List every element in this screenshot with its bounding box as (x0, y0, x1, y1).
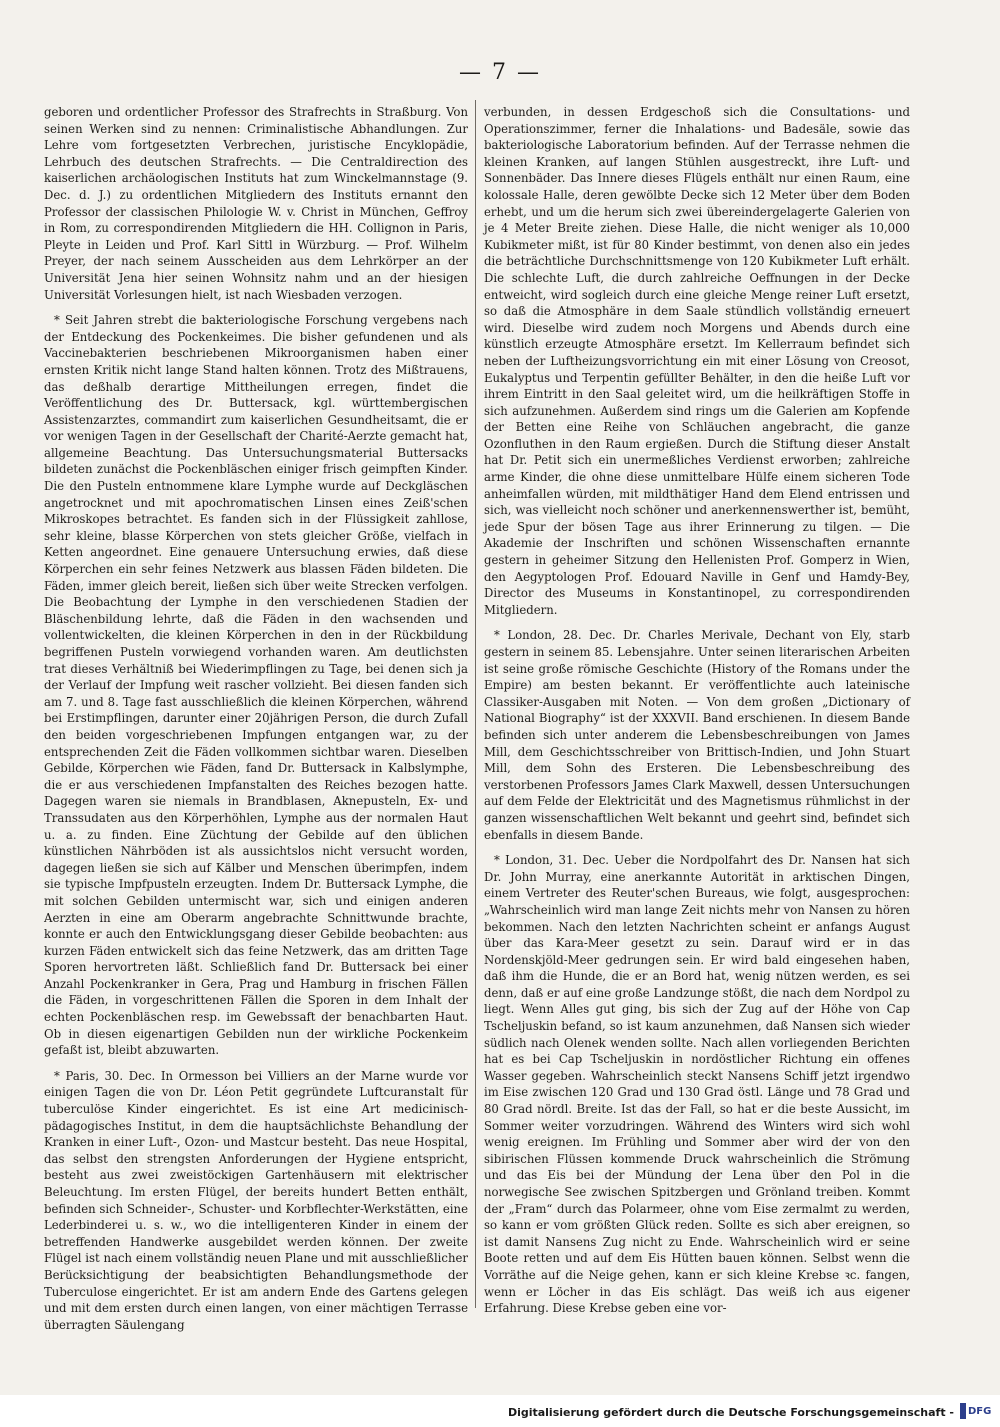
article-paragraph: * London, 28. Dec. Dr. Charles Merivale, Dechant von Ely, starb gestern in seinem 85. Lebensjahre. Unter seinen literarischen Arbeiten ist seine große römische Geschichte (History of the Romans under the Empire) am besten bekannt. Er veröffentlichte auch lateinische Classiker-Ausgaben mit Noten. — Von dem großen „Dictionary of National Biography“ ist der XXXVII. Band erschienen. In diesem Bande befinden sich unter anderem die Lebensbeschreibungen von James Mill, dem Geschichtsschreiber von Brittisch-Indien, und John Stuart Mill, dem Sohn des Ersteren. Die Lebensbeschreibung des verstorbenen Professors James Clark Maxwell, dessen Untersuchungen auf dem Felde der Elektricität und des Magnetismus rühmlichst in der ganzen wissenschaftlichen Welt bekannt und geehrt sind, befindet sich ebenfalls in diesem Bande. (484, 628, 910, 842)
article-paragraph: verbunden, in dessen Erdgeschoß sich die Consultations- und Operationszimmer, ferner die Inhalations- und Badesäle, sowie das bakteriologische Laboratorium befinden. Auf der Terrasse nehmen die kleinen Kranken, auf langen Stühlen ausgestreckt, ihre Luft- und Sonnenbäder. Das Innere dieses Flügels enthält nur einen Raum, eine kolossale Halle, deren gewölbte Decke sich 12 Meter über dem Boden erhebt, und um die herum sich zwei übereindergelagerte Galerien von je 4 Meter Breite ziehen. Diese Halle, die nicht weniger als 10,000 Kubikmeter mißt, ist für 80 Kinder bestimmt, von denen also ein jedes die beträchtliche Durchschnittsmenge von 120 Kubikmeter Luft erhält. Die schlechte Luft, die durch zahlreiche Oeffnungen in der Decke entweicht, wird sogleich durch eine gleiche Menge reiner Luft ersetzt, so daß die Atmosphäre in dem Saale stündlich vollständig erneuert wird. Dieselbe wird zudem noch Morgens und Abends durch eine künstlich erzeugte Atmosphäre ersetzt. Im Kellerraum befindet sich neben der Luftheizungsvorrichtung ein mit einer Lösung von Creosot, Eukalyptus und Terpentin gefüllter Behälter, in den die heiße Luft vor ihrem Eintritt in den Saal geleitet wird, um die heilkräftigen Stoffe in sich aufzunehmen. Außerdem sind rings um die Galerien am Kopfende der Betten eine Reihe von Schläuchen angebracht, die ganze Ozonfluthen in den Raum ergießen. Durch die Stiftung dieser Anstalt hat Dr. Petit sich ein unermeßliches Verdienst erworben; zahlreiche arme Kinder, die ohne diese unmittelbare Hülfe einem sicheren Tode anheimfallen würden, mit mildthätiger Hand dem Elend entrissen und sich, was vielleicht noch schöner und anerkennenswerther ist, bemüht, jede Spur der bösen Tage aus ihrer Erinnerung zu tilgen. — Die Akademie der Inschriften und schönen Wissenschaften ernannte gestern in geheimer Sitzung den Hellenisten Prof. Gomperz in Wien, den Aegyptologen Prof. Edouard Naville in Genf und Hamdy-Bey, Director des Museums in Konstantinopel, zu correspondirenden Mitgliedern. (484, 105, 910, 617)
dfg-logo (960, 1402, 994, 1420)
digitization-credit: Digitalisierung gefördert durch die Deutsche Forschungsgemeinschaft - (507, 1406, 954, 1419)
left-column (44, 104, 468, 1342)
right-column (484, 104, 910, 1326)
article-paragraph: * London, 31. Dec. Ueber die Nordpolfahrt des Dr. Nansen hat sich Dr. John Murray, eine anerkannte Autorität in arktischen Dingen, einem Vertreter des Reuter'schen Bureaus, wie folgt, ausgesprochen: „Wahrscheinlich wird man lange Zeit nichts mehr von Nansen zu hören bekommen. Nach den letzten Nachrichten scheint er anfangs August über das Kara-Meer gesetzt zu sein. Darauf wird er in das Nordenskjöld-Meer gedrungen sein. Er wird bald eingesehen haben, daß ihm die Hunde, die er an Bord hat, wenig nützen werden, es sei denn, daß er auf eine große Landzunge stößt, die nach dem Nordpol zu liegt. Wenn Alles gut ging, bis sich der Zug auf der Höhe von Cap Tscheljuskin befand, so ist kaum anzunehmen, daß Nansen sich wieder südlich nach Olenek wenden sollte. Nach allen vorliegenden Berichten hat es bei Cap Tscheljuskin in nordöstlicher Richtung ein offenes Wasser gegeben. Wahrscheinlich steckt Nansens Schiff jetzt irgendwo im Eise zwischen 120 Grad und 130 Grad östl. Länge und 78 Grad und 80 Grad nördl. Breite. Ist das der Fall, so hat er die beste Aussicht, im Sommer weiter vorzudringen. Während des Winters wird sich wohl wenig ereignen. Im Frühling und Sommer aber wird der von den sibirischen Flüssen kommende Druck wahrscheinlich die Strömung und das Eis bei der Mündung der Lena über den Pol in die norwegische See zwischen Spitzbergen und Grönland treiben. Kommt der „Fram“ durch das Polarmeer, ohne vom Eise zermalmt zu werden, so kann er vom größten Glück reden. Sollte es sich aber ereignen, so ist damit Nansens Zug nicht zu Ende. Wahrscheinlich wird er seine Boote retten und auf dem Eis Hütten bauen können. Selbst wenn die Vorräthe auf die Neige gehen, kann er sich kleine Krebse ꝛc. fangen, wenn er Löcher in das Eis schlägt. Das weiß ich aus eigener Erfahrung. Diese Krebse geben eine vor- (484, 853, 910, 1316)
dfg-logo-text: DFG (968, 1405, 992, 1417)
article-paragraph: * Seit Jahren strebt die bakteriologische Forschung vergebens nach der Entdeckung des Pockenkeimes. Die bisher gefundenen und als Vaccinebakterien beschriebenen Mikroorganismen haben einer ernsten Kritik nicht lange Stand halten können. Trotz des Mißtrauens, das deßhalb derartige Mittheilungen erregen, findet die Veröffentlichung des Dr. Buttersack, kgl. württembergischen Assistenzarztes, commandirt zum kaiserlichen Gesundheitsamt, die er vor wenigen Tagen in der Gesellschaft der Charité-Aerzte gemacht hat, allgemeine Beachtung. Das Untersuchungsmaterial Buttersacks bildeten zunächst die Pockenbläschen einiger frisch geimpften Kinder. Die den Pusteln entnommene klare Lymphe wurde auf Deckgläschen angetrocknet und mit apochromatischen Linsen eines Zeiß'schen Mikroskopes betrachtet. Es fanden sich in der Flüssigkeit zahllose, sehr kleine, blasse Körperchen von stets gleicher Größe, vielfach in Ketten angeordnet. Eine genauere Untersuchung erwies, daß diese Körperchen ein sehr feines Netzwerk aus blassen Fäden bildeten. Die Fäden, immer gleich bereit, ließen sich über weite Strecken verfolgen. Die Beobachtung der Lymphe in den verschiedenen Stadien der Bläschenbildung lehrte, daß die Fäden in den wachsenden und vollentwickelten, die kleinen Körperchen in den in der Rückbildung begriffenen Pusteln vorwiegend vorhanden waren. Am deutlichsten trat dieses Verhältniß bei Wiederimpflingen zu Tage, bei denen sich ja der Verlauf der Impfung weit rascher vollzieht. Bei diesen fanden sich am 7. und 8. Tage fast ausschließlich die kleinen Körperchen, während bei Erstimpflingen, darunter einer 20jährigen Person, die durch Zufall den beiden vorgeschriebenen Impfungen entgangen war, zu der entsprechenden Zeit die Fäden vollkommen sichtbar waren. Dieselben Gebilde, Körperchen wie Fäden, fand Dr. Buttersack in Kalbslymphe, die er aus verschiedenen Impfanstalten des Reiches bezogen hatte. Dagegen waren sie niemals in Brandblasen, Aknepusteln, Ex- und Transsudaten aus den Körperhöhlen, Lymphe aus der normalen Haut u. a. zu finden. Eine Züchtung der Gebilde auf den üblichen künstlichen Nährböden ist als aussichtslos nicht versucht worden, dagegen ließen sie sich auf Kälber und Menschen überimpfen, indem sie typische Impfpusteln erzeugten. Indem Dr. Buttersack Lymphe, die mit solchen Gebilden untermischt war, sich und einigen anderen Aerzten in eine am Oberarm angebrachte Schnittwunde brachte, konnte er auch den Entwicklungsgang dieser Gebilde beobachten: aus kurzen Fäden entwickelt sich das feine Netzwerk, das am dritten Tage Sporen hervortreten läßt. Schließlich fand Dr. Buttersack bei einer Anzahl Pockenkranker in Gera, Prag und Hamburg in frischen Fällen die Fäden, in vorgeschrittenen Fällen die Sporen in dem Inhalt der echten Pockenbläschen resp. im Gewebssaft der benachbarten Haut. Ob in diesen eigenartigen Gebilden nun der wirkliche Pockenkeim gefaßt ist, bleibt abzuwarten. (44, 313, 468, 1058)
page-number: — 7 — (459, 60, 541, 85)
column-divider (475, 100, 476, 1308)
article-paragraph: * Paris, 30. Dec. In Ormesson bei Villiers an der Marne wurde vor einigen Tagen die von Dr. Léon Petit gegründete Luftcuranstalt für tuberculöse Kinder eingerichtet. Es ist eine Art medicinisch-pädagogisches Institut, in dem die hauptsächlichste Behandlung der Kranken in einer Luft-, Ozon- und Mastcur besteht. Das neue Hospital, das selbst den strengsten Anforderungen der Hygiene entspricht, besteht aus zwei zweistöckigen Gartenhäusern mit elektrischer Beleuchtung. Im ersten Flügel, der bereits hundert Betten enthält, befinden sich Schneider-, Schuster- und Korbflechter-Werkstätten, eine Lederbinderei u. s. w., wo die intelligenteren Kinder in einem der betreffenden Handwerke ausgebildet werden können. Der zweite Flügel ist nach einem vollständig neuen Plane und mit ausschließlicher Berücksichtigung der beabsichtigten Behandlungsmethode der Tuberculose eingerichtet. Er ist am andern Ende des Gartens gelegen und mit dem ersten durch einen langen, von einer mächtigen Terrasse überragten Säulengang (44, 1068, 468, 1332)
article-paragraph: geboren und ordentlicher Professor des Strafrechts in Straßburg. Von seinen Werken sind zu nennen: Criminalistische Abhandlungen. Zur Lehre vom fortgesetzten Verbrechen, juristische Encyklopädie, Lehrbuch des deutschen Strafrechts. — Die Centraldirection des kaiserlichen archäologischen Instituts hat zum Winckelmannstage (9. Dec. d. J.) zu ordentlichen Mitgliedern des Instituts ernannt den Professor der classischen Philologie W. v. Christ in München, Geffroy in Rom, zu correspondirenden Mitgliedern die HH. Collignon in Paris, Pleyte in Leiden und Prof. Karl Sittl in Würzburg. — Prof. Wilhelm Preyer, der nach seinem Ausscheiden aus dem Lehrkörper an der Universität Jena hier seinen Wohnsitz nahm und an der hiesigen Universität Vorlesungen hielt, ist nach Wiesbaden verzogen. (44, 105, 468, 302)
dfg-logo-mark-icon (960, 1403, 966, 1419)
